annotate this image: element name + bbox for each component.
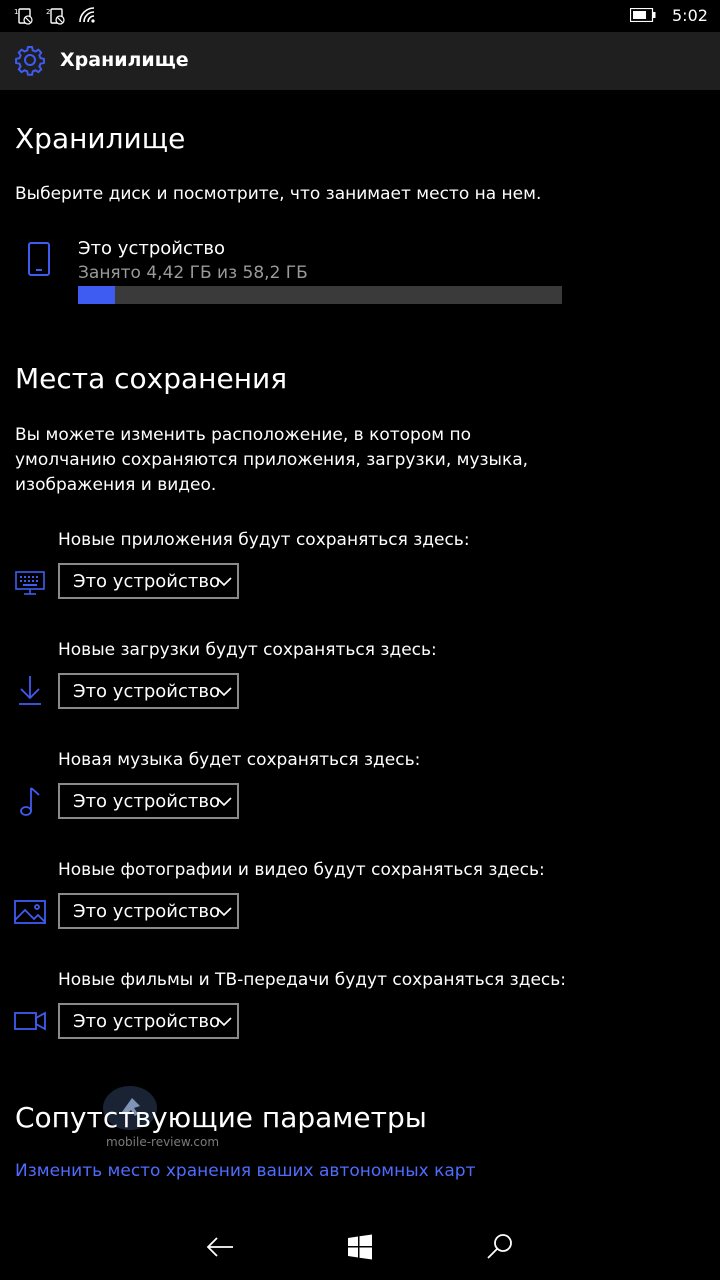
storage-progress-fill bbox=[78, 286, 115, 304]
save-location-label: Новая музыка будет сохраняться здесь: bbox=[58, 750, 421, 770]
search-icon[interactable] bbox=[485, 1232, 515, 1262]
dropdown-value: Это устройство bbox=[73, 1011, 220, 1032]
wifi-icon bbox=[78, 6, 100, 26]
save-location-label: Новые фотографии и видео будут сохраняться здесь: bbox=[58, 860, 545, 880]
svg-text:2: 2 bbox=[46, 8, 51, 16]
sim-2-icon bbox=[46, 6, 68, 26]
photos-location-dropdown[interactable] bbox=[58, 893, 239, 929]
photo-icon bbox=[14, 896, 46, 928]
svg-text:1: 1 bbox=[14, 8, 19, 16]
status-time: 5:02 bbox=[672, 6, 708, 25]
download-icon bbox=[14, 674, 46, 706]
chevron-down-icon bbox=[216, 684, 232, 698]
apps-icon bbox=[14, 566, 46, 598]
status-icons bbox=[14, 6, 100, 26]
video-camera-icon bbox=[14, 1005, 46, 1037]
app-header bbox=[0, 32, 720, 90]
gear-icon bbox=[14, 44, 46, 76]
storage-heading: Хранилище bbox=[15, 122, 186, 155]
dropdown-value: Это устройство bbox=[73, 791, 220, 812]
status-bar bbox=[0, 0, 720, 32]
header-title: Хранилище bbox=[60, 49, 189, 71]
music-icon bbox=[14, 786, 46, 818]
device-name: Это устройство bbox=[78, 238, 225, 259]
dropdown-value: Это устройство bbox=[73, 681, 220, 702]
related-settings-heading: Сопутствующие параметры bbox=[15, 1101, 427, 1134]
chevron-down-icon bbox=[216, 1014, 232, 1028]
chevron-down-icon bbox=[216, 574, 232, 588]
storage-progress-bar bbox=[78, 286, 562, 304]
back-arrow-icon[interactable] bbox=[205, 1232, 235, 1262]
dropdown-value: Это устройство bbox=[73, 571, 220, 592]
apps-location-dropdown[interactable] bbox=[58, 563, 239, 599]
watermark-text: mobile-review.com bbox=[106, 1135, 220, 1149]
music-location-dropdown[interactable] bbox=[58, 783, 239, 819]
device-usage: Занято 4,42 ГБ из 58,2 ГБ bbox=[78, 263, 308, 283]
save-location-label: Новые фильмы и ТВ-передачи будут сохраняться здесь: bbox=[58, 970, 566, 990]
dropdown-value: Это устройство bbox=[73, 901, 220, 922]
chevron-down-icon bbox=[216, 794, 232, 808]
downloads-location-dropdown[interactable] bbox=[58, 673, 239, 709]
sim-1-icon bbox=[14, 6, 36, 26]
save-location-label: Новые приложения будут сохраняться здесь: bbox=[58, 530, 470, 550]
battery-icon bbox=[630, 8, 656, 22]
save-locations-description: Вы можете изменить расположение, в котором по умолчанию сохраняются приложения, загрузки, музыка, изображения и видео. bbox=[15, 425, 529, 495]
storage-description: Выберите диск и посмотрите, что занимает место на нем. bbox=[15, 184, 542, 204]
save-locations-heading: Места сохранения bbox=[15, 362, 288, 395]
chevron-down-icon bbox=[216, 904, 232, 918]
save-location-label: Новые загрузки будут сохраняться здесь: bbox=[58, 640, 437, 660]
windows-logo-icon[interactable] bbox=[345, 1232, 375, 1262]
offline-maps-storage-link[interactable]: Изменить место хранения ваших автономных карт bbox=[15, 1161, 476, 1181]
phone-icon bbox=[28, 242, 50, 276]
videos-location-dropdown[interactable] bbox=[58, 1003, 239, 1039]
navigation-bar bbox=[0, 1210, 720, 1280]
